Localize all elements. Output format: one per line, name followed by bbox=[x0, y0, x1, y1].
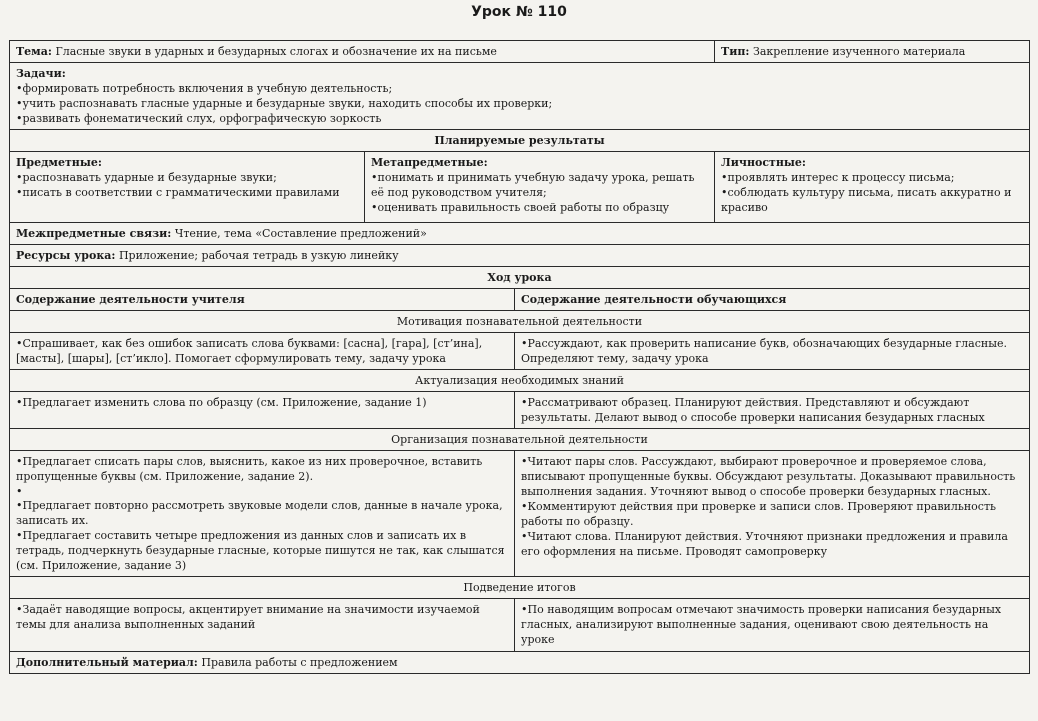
extra-material-row bbox=[10, 652, 1030, 674]
personal-results-cell bbox=[715, 152, 1030, 223]
topic-value: Гласные звуки в ударных и безударных слогах и обозначение их на письме bbox=[55, 45, 497, 58]
teacher-column-header: Содержание деятельности учителя bbox=[10, 289, 515, 311]
list-item: • Комментируют действия при проверке и записи слов. Проверяют правильность работы по образцу. bbox=[521, 499, 1023, 529]
extra-material-value: Правила работы с предложением bbox=[201, 656, 398, 669]
tasks-row bbox=[10, 63, 1030, 130]
list-item: • Рассматривают образец. Планируют действия. Представляют и обсуждают результаты. Делают вывод о способе проверки написания безударных гласных bbox=[521, 395, 1023, 425]
resources-value: Приложение; рабочая тетрадь в узкую линейку bbox=[118, 249, 399, 262]
students-activity-list bbox=[521, 454, 1023, 559]
stage-title: Организация познавательной деятельности bbox=[10, 429, 1030, 451]
stage-title-row bbox=[10, 311, 1030, 333]
teacher-activity-list bbox=[16, 395, 508, 410]
meta-results-cell bbox=[365, 152, 715, 223]
students-activity-list bbox=[521, 602, 1023, 647]
students-activity-cell bbox=[515, 599, 1030, 652]
list-item: • Читают пары слов. Рассуждают, выбирают проверочное и проверяемое слова, вписывают пропущенные буквы. Обсуждают результаты. Доказывают правильность выполнения задания. Уточняют вывод о способе проверки безударных гласных. bbox=[521, 454, 1023, 499]
planned-results-heading-row bbox=[10, 130, 1030, 152]
students-column-header: Содержание деятельности обучающихся bbox=[515, 289, 1030, 311]
list-item: • Предлагает составить четыре предложения из данных слов и записать их в тетрадь, подчеркнуть безударные гласные, которые пишутся не так, как слышатся (см. Приложение, задание 3) bbox=[16, 528, 508, 573]
list-item: • Рассуждают, как проверить написание букв, обозначающих безударные гласные. Определяют тему, задачу урока bbox=[521, 336, 1023, 366]
extra-material-label: Дополнительный материал: bbox=[16, 656, 198, 669]
tasks-list bbox=[16, 81, 1023, 126]
list-item: • понимать и принимать учебную задачу урока, решать её под руководством учителя; bbox=[371, 170, 708, 200]
lesson-flow-heading: Ход урока bbox=[10, 267, 1030, 289]
stage-title: Актуализация необходимых знаний bbox=[10, 370, 1030, 392]
extra-material-cell bbox=[10, 652, 1030, 674]
list-item: • соблюдать культуру письма, писать аккуратно и красиво bbox=[721, 185, 1023, 215]
list-item: • проявлять интерес к процессу письма; bbox=[721, 170, 1023, 185]
teacher-activity-cell bbox=[10, 599, 515, 652]
list-item: • Задаёт наводящие вопросы, акцентирует внимание на значимости изучаемой темы для анализа выполненных заданий bbox=[16, 602, 508, 632]
teacher-activity-cell bbox=[10, 392, 515, 429]
topic-label: Тема: bbox=[16, 45, 52, 58]
interdisciplinary-cell bbox=[10, 223, 1030, 245]
list-item: • формировать потребность включения в учебную деятельность; bbox=[16, 81, 1023, 96]
list-item: • распознавать ударные и безударные звуки; bbox=[16, 170, 358, 185]
students-activity-cell bbox=[515, 333, 1030, 370]
list-item: • По наводящим вопросам отмечают значимость проверки написания безударных гласных, анализируют выполненные задания, оценивают свою деятельность на уроке bbox=[521, 602, 1023, 647]
list-item: • учить распознавать гласные ударные и безударные звуки, находить способы их проверки; bbox=[16, 96, 1023, 111]
stage-content-row bbox=[10, 451, 1030, 577]
stage-content-row bbox=[10, 392, 1030, 429]
lesson-plan-table bbox=[9, 40, 1030, 674]
lesson-flow-heading-row bbox=[10, 267, 1030, 289]
students-activity-cell bbox=[515, 451, 1030, 577]
interdisciplinary-label: Межпредметные связи: bbox=[16, 227, 172, 240]
teacher-activity-list bbox=[16, 336, 508, 366]
students-activity-list bbox=[521, 336, 1023, 366]
list-spacer bbox=[16, 484, 508, 498]
resources-cell bbox=[10, 245, 1030, 267]
list-item: • Предлагает изменить слова по образцу (см. Приложение, задание 1) bbox=[16, 395, 508, 410]
stage-title-row bbox=[10, 577, 1030, 599]
subject-results-label: Предметные: bbox=[16, 156, 102, 169]
type-label: Тип: bbox=[721, 45, 750, 58]
students-activity-cell bbox=[515, 392, 1030, 429]
stage-title-row bbox=[10, 370, 1030, 392]
teacher-activity-cell bbox=[10, 333, 515, 370]
subject-results-list bbox=[16, 170, 358, 200]
interdisciplinary-value: Чтение, тема «Составление предложений» bbox=[174, 227, 427, 240]
list-item: • оценивать правильность своей работы по образцу bbox=[371, 200, 708, 215]
stage-title: Мотивация познавательной деятельности bbox=[10, 311, 1030, 333]
meta-results-label: Метапредметные: bbox=[371, 156, 488, 169]
list-item: • Предлагает повторно рассмотреть звуковые модели слов, данные в начале урока, записать их. bbox=[16, 498, 508, 528]
personal-results-label: Личностные: bbox=[721, 156, 806, 169]
teacher-activity-list bbox=[16, 602, 508, 632]
resources-label: Ресурсы урока: bbox=[16, 249, 116, 262]
list-item: • Предлагает списать пары слов, выяснить, какое из них проверочное, вставить пропущенные буквы (см. Приложение, задание 2). bbox=[16, 454, 508, 484]
personal-results-list bbox=[721, 170, 1023, 215]
topic-row bbox=[10, 41, 1030, 63]
stage-title-row bbox=[10, 429, 1030, 451]
topic-cell bbox=[10, 41, 715, 63]
stage-title: Подведение итогов bbox=[10, 577, 1030, 599]
subject-results-cell bbox=[10, 152, 365, 223]
students-activity-list bbox=[521, 395, 1023, 425]
teacher-activity-list bbox=[16, 454, 508, 573]
planned-results-row bbox=[10, 152, 1030, 223]
lesson-flow-columns-row bbox=[10, 289, 1030, 311]
meta-results-list bbox=[371, 170, 708, 215]
list-item: • развивать фонематический слух, орфографическую зоркость bbox=[16, 111, 1023, 126]
teacher-activity-cell bbox=[10, 451, 515, 577]
list-item: • писать в соответствии с грамматическими правилами bbox=[16, 185, 358, 200]
stage-content-row bbox=[10, 599, 1030, 652]
stage-content-row bbox=[10, 333, 1030, 370]
tasks-label: Задачи: bbox=[16, 67, 66, 80]
list-item: • Читают слова. Планируют действия. Уточняют признаки предложения и правила его оформления на письме. Проводят самопроверку bbox=[521, 529, 1023, 559]
tasks-cell bbox=[10, 63, 1030, 130]
type-cell bbox=[715, 41, 1030, 63]
resources-row bbox=[10, 245, 1030, 267]
list-item: • Спрашивает, как без ошибок записать слова буквами: [сасна], [гара], [ст’ина], [масты], [шары], [ст’икло]. Помогает сформулировать тему, задачу урока bbox=[16, 336, 508, 366]
type-value: Закрепление изученного материала bbox=[752, 45, 966, 58]
planned-results-heading: Планируемые результаты bbox=[10, 130, 1030, 152]
interdisciplinary-row bbox=[10, 223, 1030, 245]
page-title: Урок № 110 bbox=[471, 4, 567, 20]
